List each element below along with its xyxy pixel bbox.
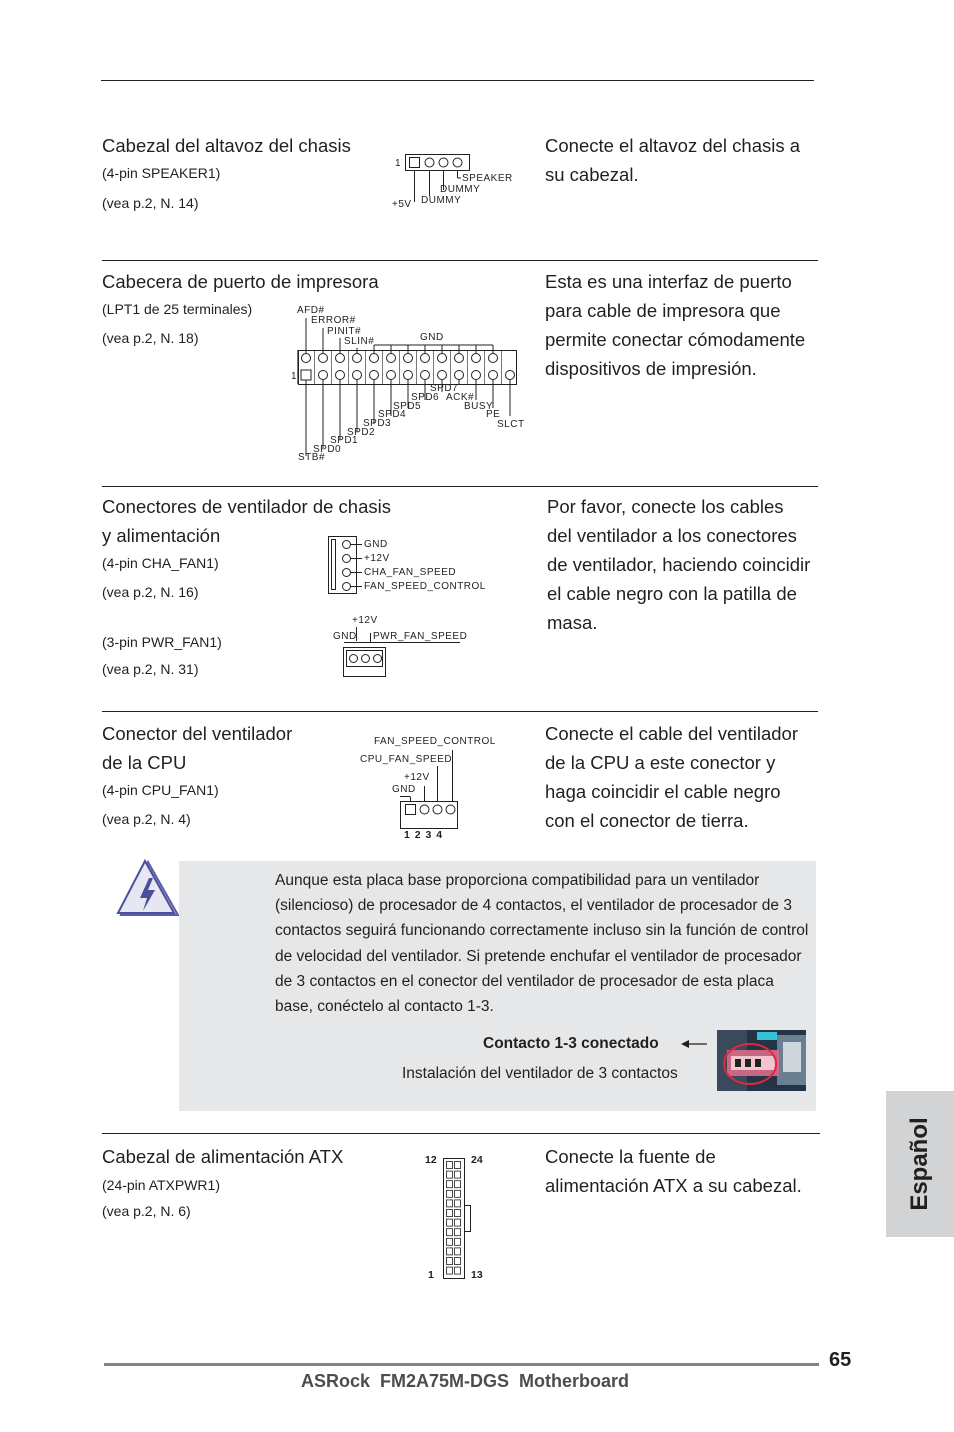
- lpt-pin: [336, 371, 345, 380]
- chassis-fan-pin: (4-pin CHA_FAN1): [102, 555, 219, 571]
- side-tab-label: Español: [906, 1117, 933, 1211]
- lpt-label-stb: STB#: [298, 452, 326, 463]
- speaker-label-speaker: SPEAKER: [462, 173, 513, 184]
- note-caption: Instalación del ventilador de 3 contactos: [402, 1065, 678, 1082]
- speaker-desc: Conecte el altavoz del chasis a su cabezal.: [545, 135, 801, 185]
- lpt-pin: [404, 354, 413, 363]
- cpu-fan-desc: Conecte el cable del ventilador de la CPU a este conector y haga coincidir el cable negro con el conector de tierra.: [545, 723, 798, 831]
- pwr-fan-label-12v: +12V: [352, 615, 378, 626]
- note-caption-bold: Contacto 1-3 conectado: [483, 1035, 659, 1052]
- lpt-pin: [353, 354, 362, 363]
- atx-title: Cabezal de alimentación ATX: [102, 1146, 344, 1167]
- lpt-pin: [404, 371, 413, 380]
- lpt-pin: [489, 371, 498, 380]
- lpt-label-spd6: SPD6: [411, 392, 440, 403]
- atx-pin: [447, 1229, 453, 1236]
- atx-label-24: 24: [471, 1154, 483, 1166]
- pwr-fan-label-speed: PWR_FAN_SPEED: [373, 631, 468, 642]
- lpt-label-spd2: SPD2: [347, 427, 376, 438]
- lpt-pin: [387, 354, 396, 363]
- atx-pin: [447, 1248, 453, 1255]
- page-number: 65: [829, 1349, 852, 1371]
- atx-pin: [455, 1219, 461, 1226]
- cpu-fan-header: [398, 746, 462, 830]
- footer-product: ASRock FM2A75M-DGS Motherboard: [301, 1371, 630, 1391]
- cpu-fan-ref: (vea p.2, N. 4): [102, 811, 191, 827]
- atx-pin: [455, 1190, 461, 1197]
- atx-pin: [447, 1238, 453, 1245]
- lpt-label-busy: BUSY: [464, 401, 494, 412]
- pwr-fan-pin: (3-pin PWR_FAN1): [102, 634, 222, 650]
- lpt-pin: [506, 371, 515, 380]
- footer-rule: [104, 1363, 819, 1366]
- atx-pin: [455, 1258, 461, 1265]
- atx-label-1: 1: [428, 1269, 434, 1281]
- cpu-fan-label-12v: +12V: [404, 772, 430, 783]
- chassis-fan-ref: (vea p.2, N. 16): [102, 584, 199, 600]
- lpt-label-pinit: PINIT#: [327, 326, 362, 337]
- lpt-pin: [455, 371, 464, 380]
- atx-pin: [455, 1162, 461, 1169]
- side-tab: [886, 1091, 954, 1237]
- cha-fan-label-speed: CHA_FAN_SPEED: [364, 567, 457, 578]
- lpt-pin: [370, 354, 379, 363]
- lpt-pin1: 1: [291, 371, 298, 382]
- cpu-fan-title: Conector del ventilador de la CPU: [102, 723, 293, 773]
- lpt-pin: [472, 371, 481, 380]
- cha-fan-label-control: FAN_SPEED_CONTROL: [364, 581, 486, 592]
- lpt-pin: [421, 354, 430, 363]
- atx-pin: (24-pin ATXPWR1): [102, 1177, 220, 1193]
- atx-pin: [455, 1248, 461, 1255]
- lpt-pin: [421, 371, 430, 380]
- atx-pin: [455, 1229, 461, 1236]
- lpt-pin: [302, 354, 311, 363]
- cha-fan-label-gnd: GND: [364, 539, 388, 550]
- cha-fan-header: [328, 536, 368, 596]
- atx-pin: [447, 1210, 453, 1217]
- printer-pin: (LPT1 de 25 terminales): [102, 301, 253, 317]
- lpt-label-spd1: SPD1: [330, 435, 359, 446]
- printer-desc: Esta es una interfaz de puerto para cable de impresora que permite conectar cómodamente dispositivos de impresión.: [545, 271, 806, 379]
- atx-label-12: 12: [425, 1154, 437, 1166]
- warning-icon: [118, 858, 182, 920]
- lpt-pin: [336, 354, 345, 363]
- speaker-ref: (vea p.2, N. 14): [102, 195, 199, 211]
- cpu-fan-label-gnd: GND: [392, 784, 416, 795]
- pwr-fan-ref: (vea p.2, N. 31): [102, 661, 199, 677]
- atx-header: [443, 1158, 475, 1282]
- lpt-label-error: ERROR#: [311, 315, 356, 326]
- pwr-fan-header: [340, 627, 390, 679]
- note-text: Aunque esta placa base proporciona compatibilidad para un ventilador (silencioso) de procesador de 4 contactos, el ventilador de procesador de 3 contactos seguirá funcionando correctamente incluso sin la función de control de velocidad del ventilador. Si pretende enchufar el ventilador de procesador de 3 contactos en el conector del ventilador de procesador de esta placa base, conéctelo al contacto 1-3.: [275, 872, 809, 1016]
- lpt-label-spd5: SPD5: [393, 401, 422, 412]
- atx-pin: [447, 1219, 453, 1226]
- lpt-pin: [370, 371, 379, 380]
- atx-latch: [465, 1206, 471, 1232]
- atx-pin: [455, 1181, 461, 1188]
- chassis-fan-title: Conectores de ventilador de chasis y alimentación: [102, 496, 391, 546]
- lpt-pin: [489, 354, 498, 363]
- cha-fan-label-12v: +12V: [364, 553, 390, 564]
- cpu-fan-pin: (4-pin CPU_FAN1): [102, 782, 219, 798]
- atx-pin: [447, 1258, 453, 1265]
- lpt-pin: [319, 371, 328, 380]
- cpu-fan-pin-numbers: 1 2 3 4: [404, 829, 444, 841]
- speaker-pin1: 1: [395, 158, 402, 169]
- atx-pin: [455, 1267, 461, 1274]
- rule-4: [102, 1133, 820, 1134]
- lpt-label-spd0: SPD0: [313, 444, 342, 455]
- atx-pin: [447, 1190, 453, 1197]
- chassis-fan-desc: Por favor, conecte los cables del ventilador a los conectores de ventilador, haciendo coincidir el cable negro con la patilla de masa.: [547, 496, 811, 633]
- atx-pin: [455, 1210, 461, 1217]
- rule-1: [102, 260, 818, 261]
- lpt-label-gnd: GND: [420, 332, 444, 343]
- speaker-label-dummy1: DUMMY: [440, 184, 481, 195]
- atx-ref: (vea p.2, N. 6): [102, 1203, 191, 1219]
- arrow-left-icon: [679, 1037, 709, 1051]
- lpt-label-slct: SLCT: [497, 419, 525, 430]
- speaker-title: Cabezal del altavoz del chasis: [102, 135, 351, 156]
- atx-label-13: 13: [471, 1269, 483, 1281]
- speaker-pin: (4-pin SPEAKER1): [102, 165, 221, 181]
- lpt-pin: [387, 371, 396, 380]
- lpt-pin: [353, 371, 362, 380]
- lpt-label-spd4: SPD4: [378, 409, 407, 420]
- speaker-label-dummy2: DUMMY: [421, 195, 462, 206]
- lpt-label-ack: ACK#: [446, 392, 475, 403]
- lpt-label-slin: SLIN#: [344, 336, 375, 347]
- atx-pin: [447, 1200, 453, 1207]
- lpt-label-spd3: SPD3: [363, 418, 392, 429]
- atx-pin: [455, 1171, 461, 1178]
- atx-pin: [447, 1267, 453, 1274]
- pwr-fan-label-gnd: GND: [333, 631, 357, 642]
- printer-title: Cabecera de puerto de impresora: [102, 271, 379, 292]
- lpt-pin: [455, 354, 464, 363]
- cpu-fan-label-speed: CPU_FAN_SPEED: [360, 754, 453, 765]
- atx-desc: Conecte la fuente de alimentación ATX a su cabezal.: [545, 1146, 802, 1196]
- lpt-pin: [319, 354, 328, 363]
- atx-pin: [455, 1238, 461, 1245]
- top-rule: [101, 80, 814, 81]
- atx-pin: [447, 1171, 453, 1178]
- printer-ref: (vea p.2, N. 18): [102, 330, 199, 346]
- speaker-label-5v: +5V: [392, 199, 412, 210]
- atx-pin: [447, 1162, 453, 1169]
- lpt-pin: [438, 371, 447, 380]
- lpt-label-afd: AFD#: [297, 305, 325, 316]
- rule-3: [102, 711, 818, 712]
- rule-2: [102, 486, 818, 487]
- lpt-label-spd7: SPD7: [430, 383, 459, 394]
- lpt-label-pe: PE: [486, 409, 501, 420]
- lpt-pin-1: [301, 370, 311, 380]
- atx-pin: [455, 1200, 461, 1207]
- cpu-fan-label-control: FAN_SPEED_CONTROL: [374, 736, 496, 747]
- fan-connector-photo: [717, 1030, 806, 1091]
- atx-pin: [447, 1181, 453, 1188]
- lpt-pin: [438, 354, 447, 363]
- lpt-pin: [472, 354, 481, 363]
